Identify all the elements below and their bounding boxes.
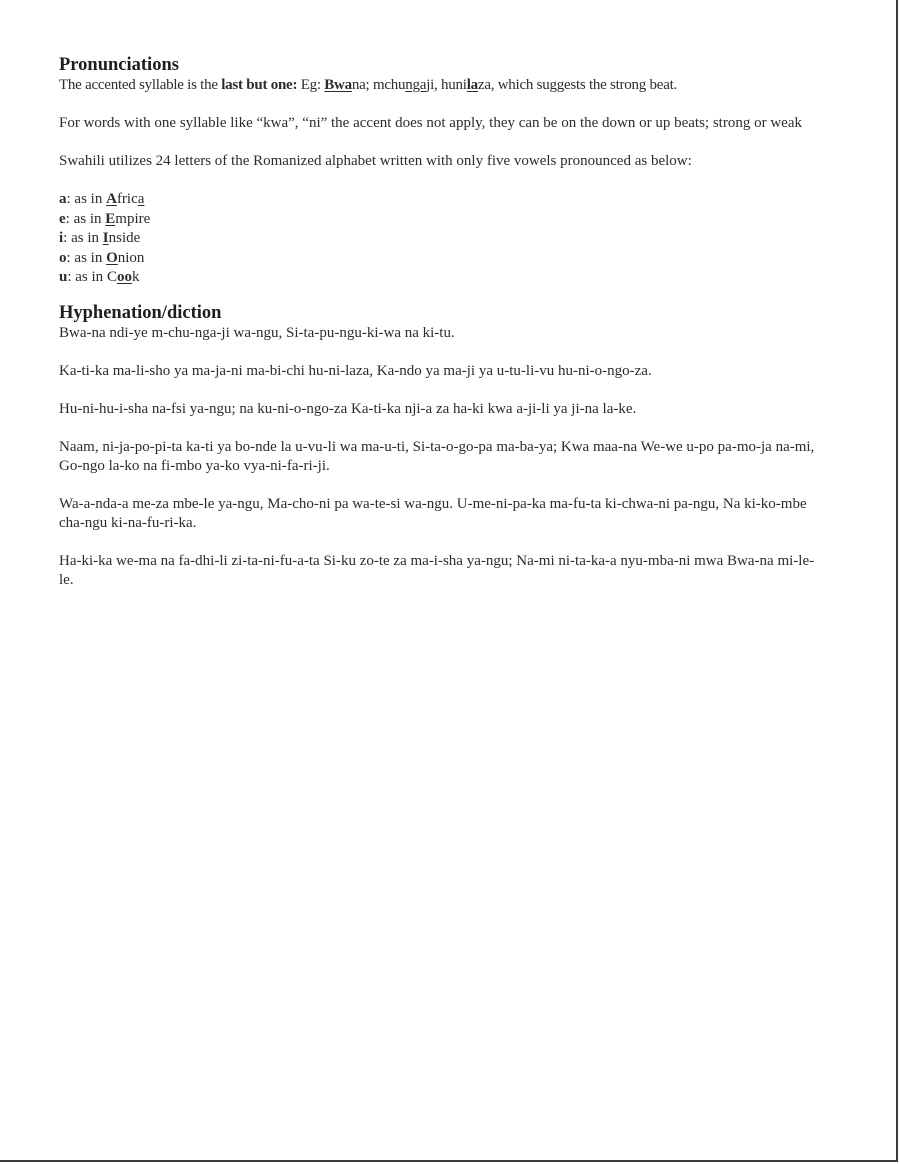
diction-line: Ha-ki-ka we-ma na fa-dhi-li zi-ta-ni-fu-a-ta Si-ku zo-te za ma-i-sha ya-ngu; Na-mi ni-ta-ka-a nyu-mba-ni mwa Bwa-na mi-le-le. xyxy=(59,552,815,588)
accent-rule-paragraph xyxy=(59,76,819,95)
vowel-item-u: u: as in Cook xyxy=(59,269,140,286)
example-text: na; mchu xyxy=(351,77,406,93)
diction-line: Hu-ni-hu-i-sha na-fsi ya-ngu; na ku-ni-o-ngo-za Ka-ti-ka nji-a za ha-ki kwa a-ji-li ya ji-na la-ke. xyxy=(59,400,637,417)
accent-bold-phrase: last but one: xyxy=(221,77,298,93)
vowel-item-a: a: as in Africa xyxy=(59,191,145,207)
example-text: za, which suggests the strong beat. xyxy=(477,77,678,93)
eg-label: Eg: xyxy=(297,77,325,93)
example-text: ji, huni xyxy=(426,77,467,93)
accent-intro: The accented syllable is the xyxy=(59,77,222,93)
vowel-item-i: i: as in Inside xyxy=(59,230,141,247)
alphabet-paragraph: Swahili utilizes 24 letters of the Romanized alphabet written with only five vowels pronounced as below: xyxy=(59,153,692,169)
diction-line: Ka-ti-ka ma-li-sho ya ma-ja-ni ma-bi-chi hu-ni-laza, Ka-ndo ya ma-ji ya u-tu-li-vu hu-ni-o-ngo-za. xyxy=(59,362,652,379)
diction-line: Naam, ni-ja-po-pi-ta ka-ti ya bo-nde la u-vu-li wa ma-u-ti, Si-ta-o-go-pa ma-ba-ya; Kwa maa-na We-we u-po pa-mo-ja na-mi, Go-ngo la-ko na fi-mbo ya-ko vya-ni-fa-ri-ji. xyxy=(59,438,815,474)
vowel-item-e: e: as in Empire xyxy=(59,210,151,227)
diction-line: Wa-a-nda-a me-za mbe-le ya-ngu, Ma-cho-ni pa wa-te-si wa-ngu. U-me-ni-pa-ka ma-fu-ta ki-chwa-ni pa-ngu, Na ki-ko-mbe cha-ngu ki-na-fu-ri-ka. xyxy=(59,495,807,531)
one-syllable-paragraph: For words with one syllable like “kwa”, “ni” the accent does not apply, they can be on the down or up beats; strong or weak xyxy=(59,115,802,131)
example-stressed-syllable: nga xyxy=(405,77,427,93)
example-stressed-syllable: Bwa xyxy=(324,77,352,93)
vowel-item-o: o: as in Onion xyxy=(59,249,145,266)
vowel-list xyxy=(59,190,819,288)
pronunciations-heading: Pronunciations xyxy=(59,55,179,75)
document-body xyxy=(59,54,819,590)
example-stressed-syllable: la xyxy=(466,77,478,93)
hyphenation-heading: Hyphenation/diction xyxy=(59,302,222,323)
diction-line: Bwa-na ndi-ye m-chu-nga-ji wa-ngu, Si-ta-pu-ngu-ki-wa na ki-tu. xyxy=(59,324,455,341)
